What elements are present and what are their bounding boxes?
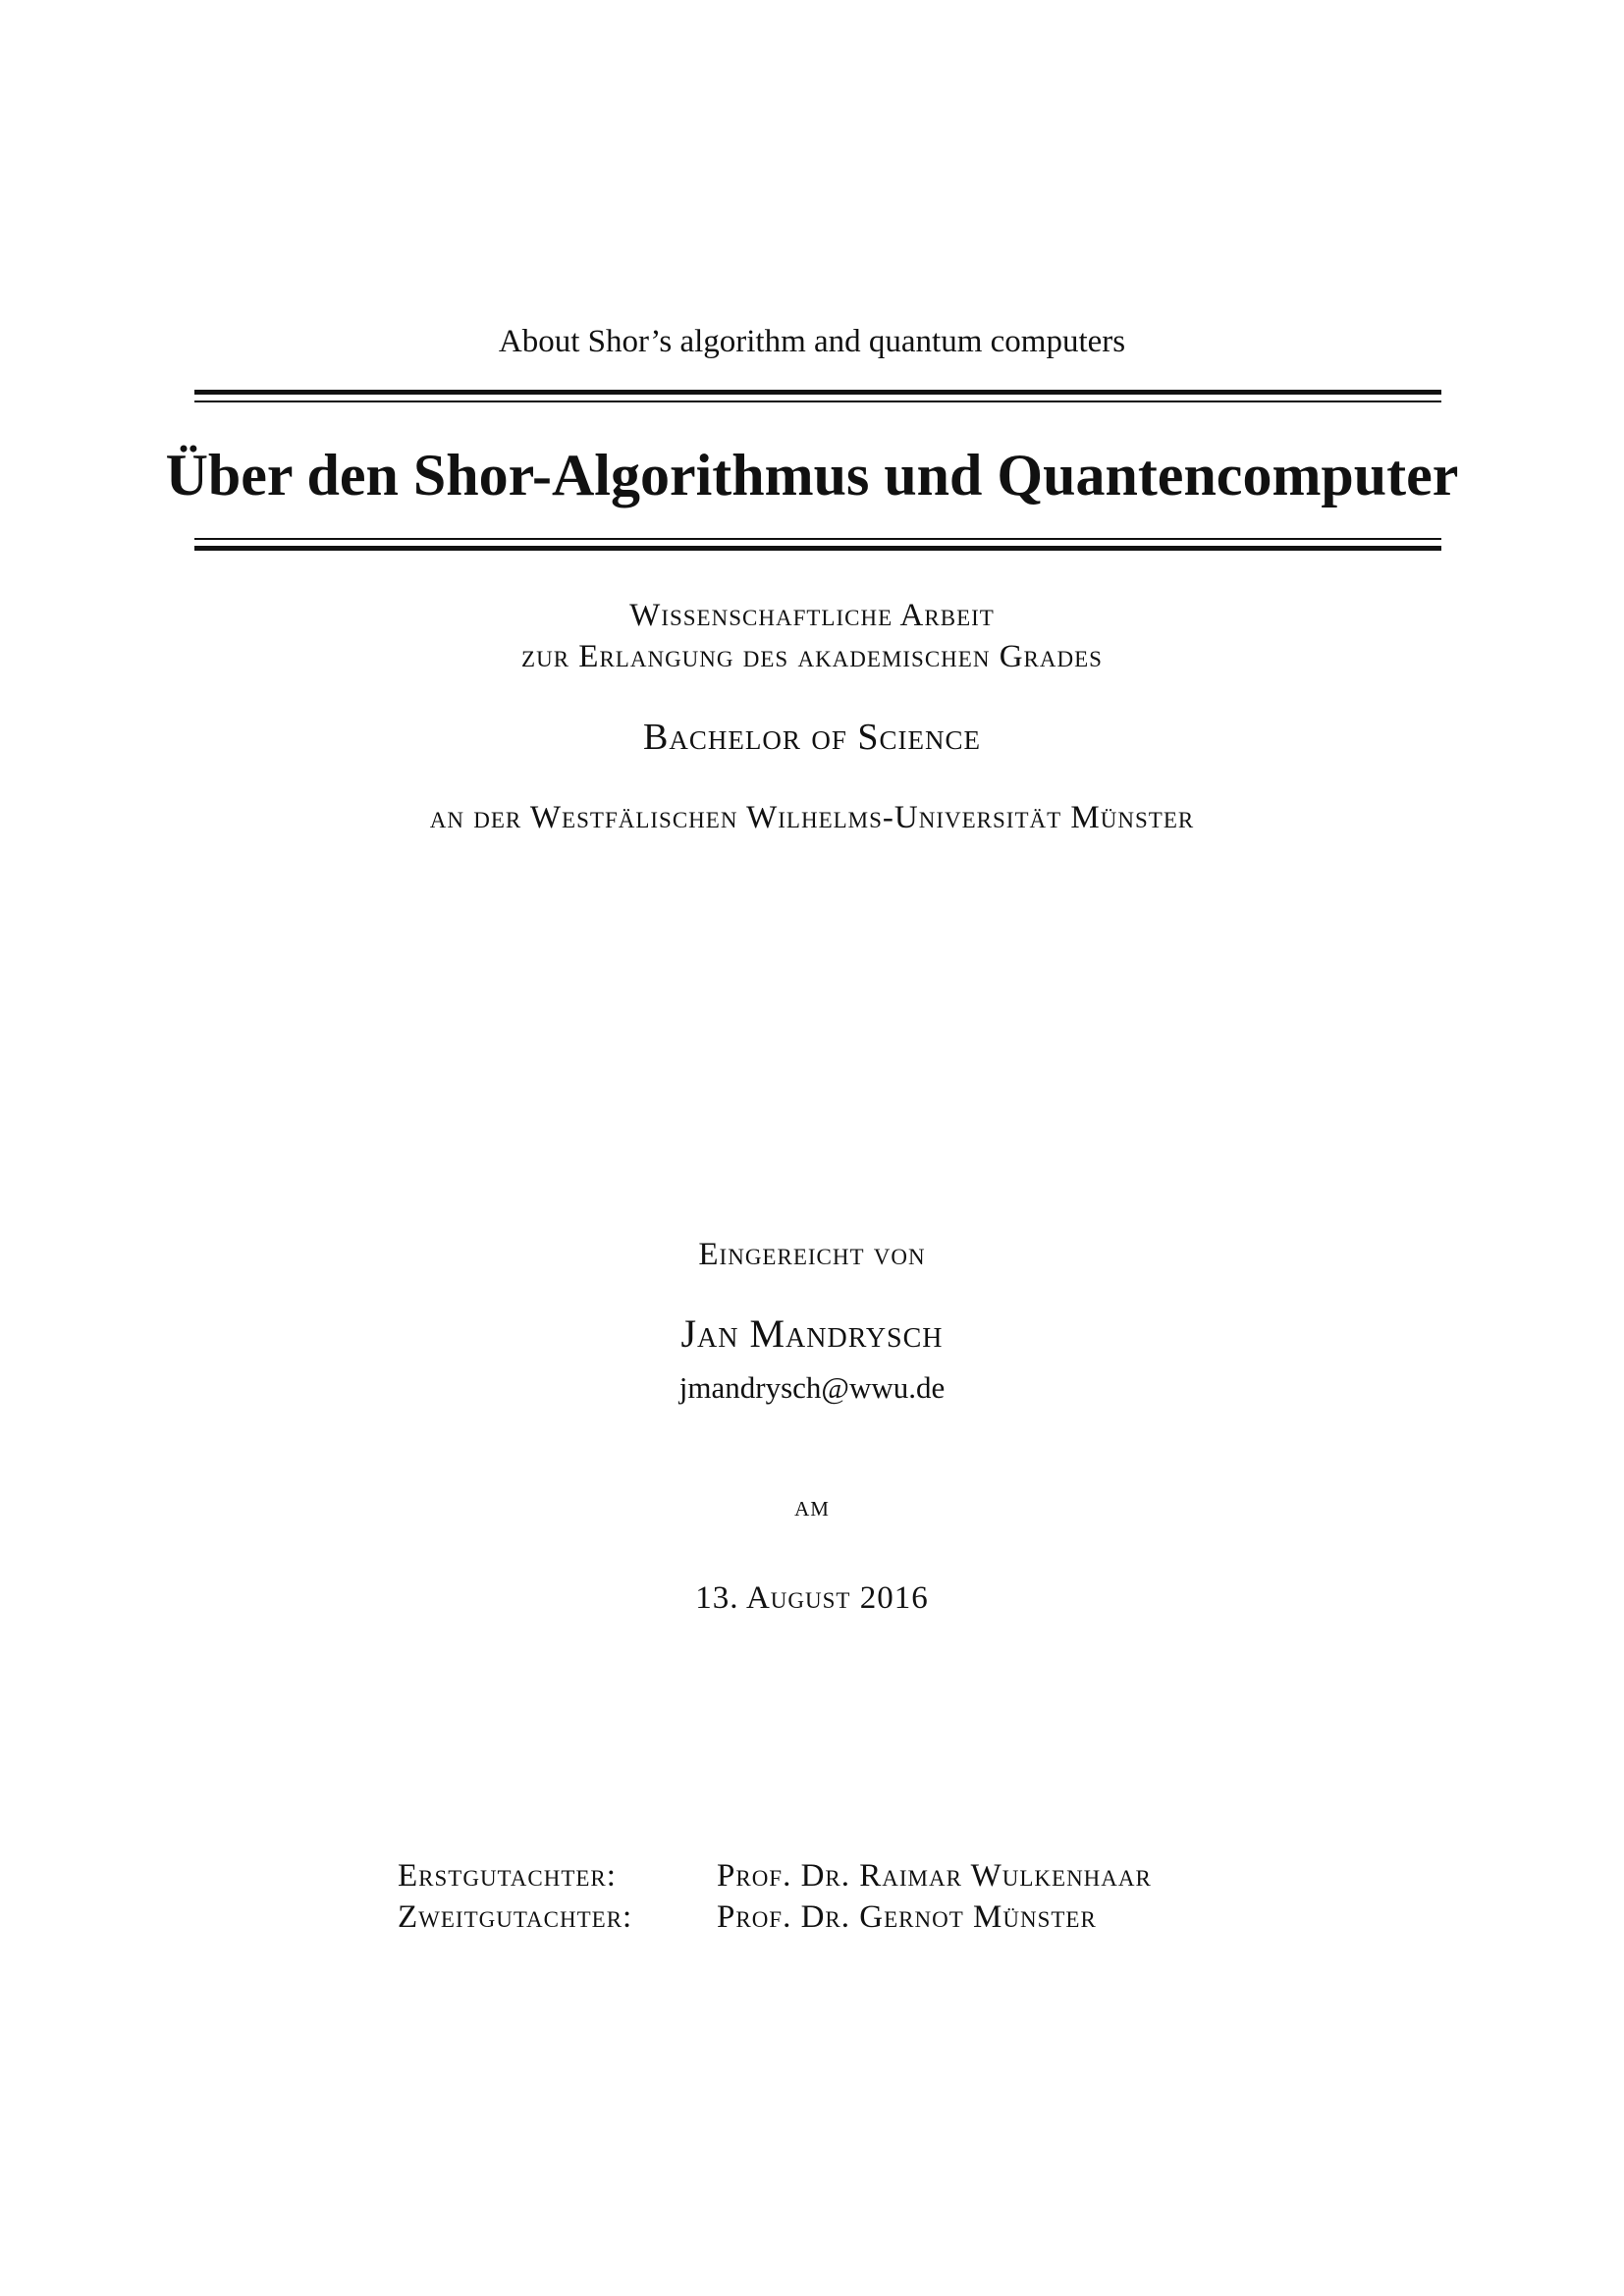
examiners-block bbox=[398, 1855, 1152, 1938]
top-thick-rule bbox=[194, 390, 1441, 395]
university-name: an der Westfälischen Wilhelms-Universität Münster bbox=[429, 800, 1195, 835]
examiner-name: Prof. Dr. Gernot Münster bbox=[717, 1899, 1097, 1935]
examiner-name: Prof. Dr. Raimar Wulkenhaar bbox=[717, 1858, 1152, 1894]
thesis-type: Wissenschaftliche Arbeit bbox=[629, 598, 995, 633]
top-thin-rule bbox=[194, 400, 1441, 402]
german-title: Über den Shor-Algorithmus und Quantencomputer bbox=[165, 443, 1459, 507]
examiner-role: Erstgutachter: bbox=[398, 1858, 617, 1894]
submitted-by-label: Eingereicht von bbox=[698, 1237, 926, 1272]
examiner-row-second bbox=[398, 1896, 1152, 1938]
bottom-thin-rule bbox=[194, 538, 1441, 540]
author-email: jmandrysch@wwu.de bbox=[678, 1370, 946, 1405]
english-title: About Shor’s algorithm and quantum computers bbox=[498, 324, 1126, 359]
examiner-row-first bbox=[398, 1855, 1152, 1896]
thesis-purpose: zur Erlangung des akademischen Grades bbox=[521, 639, 1103, 674]
examiner-role: Zweitgutachter: bbox=[398, 1899, 633, 1935]
on-label: am bbox=[794, 1490, 830, 1522]
degree-name: Bachelor of Science bbox=[643, 717, 981, 758]
submission-date: 13. August 2016 bbox=[695, 1580, 929, 1616]
bottom-thick-rule bbox=[194, 546, 1441, 551]
author-name: Jan Mandrysch bbox=[680, 1311, 944, 1356]
